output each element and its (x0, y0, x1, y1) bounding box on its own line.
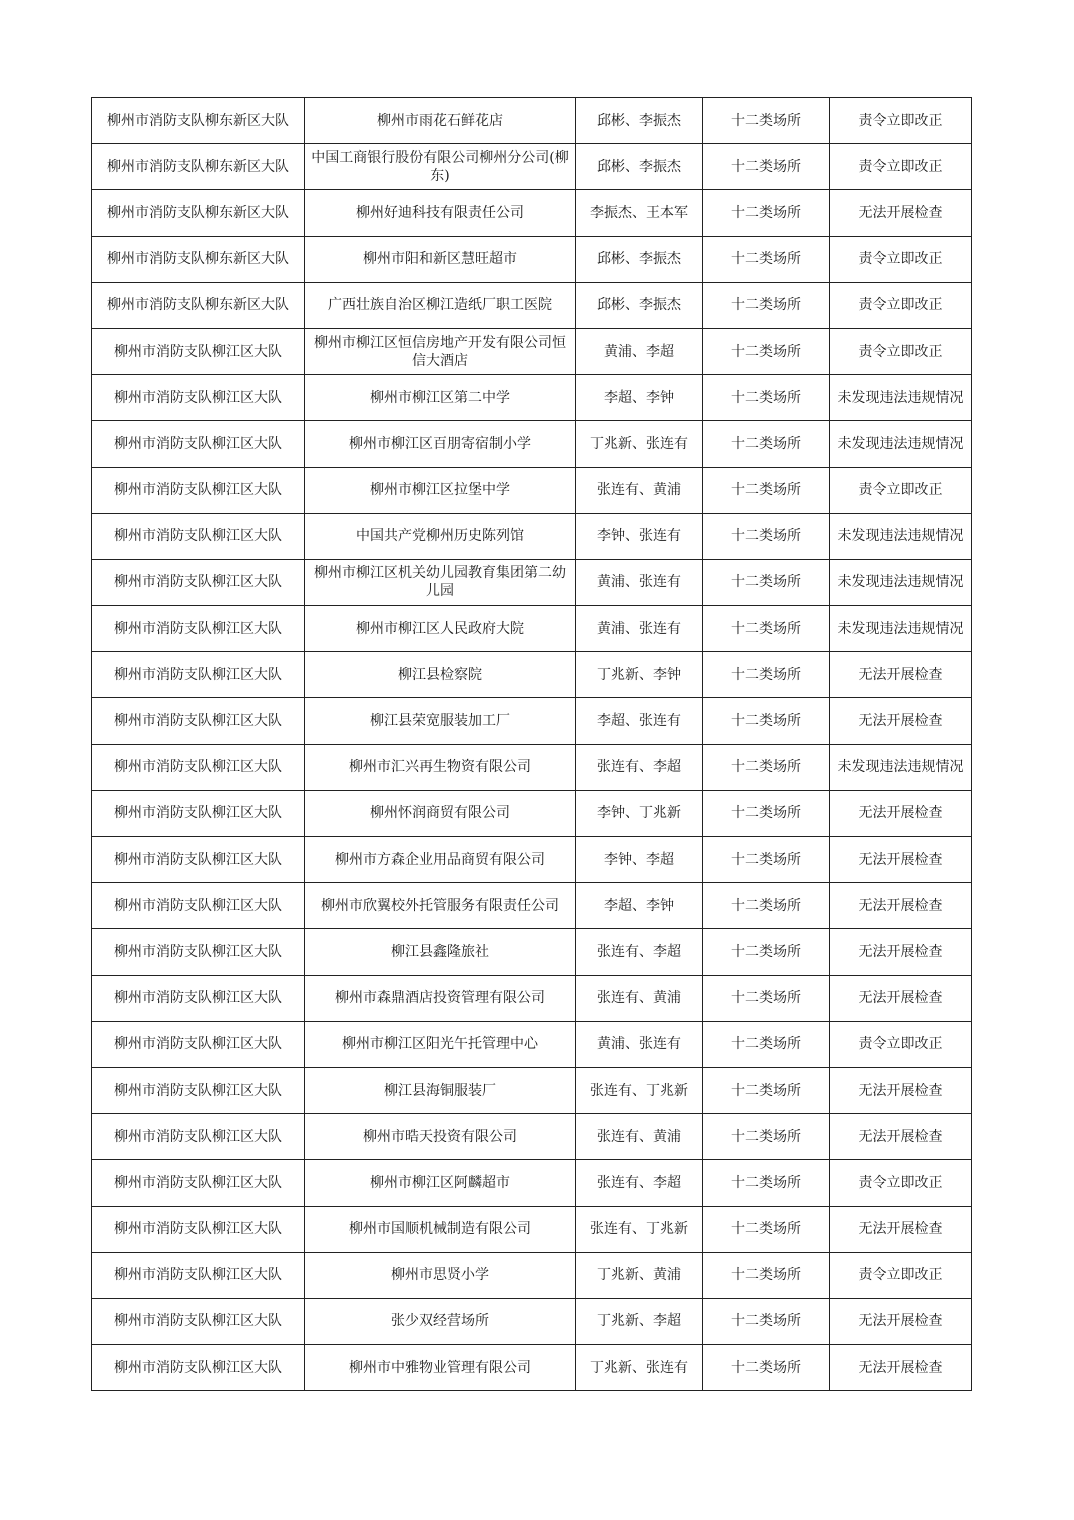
place-cell: 柳州市欣翼校外托管服务有限责任公司 (305, 883, 576, 929)
unit-cell: 柳州市消防支队柳江区大队 (92, 837, 305, 883)
place-cell: 柳江县检察院 (305, 652, 576, 698)
category-cell: 十二类场所 (703, 144, 830, 190)
inspectors-cell: 李钟、丁兆新 (576, 790, 703, 836)
inspectors-cell: 邱彬、李振杰 (576, 144, 703, 190)
category-cell: 十二类场所 (703, 1021, 830, 1067)
table-row (92, 559, 972, 605)
unit-cell: 柳州市消防支队柳江区大队 (92, 744, 305, 790)
unit-cell: 柳州市消防支队柳江区大队 (92, 559, 305, 605)
result-cell: 责令立即改正 (830, 328, 972, 374)
place-cell: 柳州市汇兴再生物资有限公司 (305, 744, 576, 790)
inspectors-cell: 黄浦、张连有 (576, 1021, 703, 1067)
table-row (92, 328, 972, 374)
inspectors-cell: 李钟、张连有 (576, 513, 703, 559)
inspectors-cell: 丁兆新、李超 (576, 1298, 703, 1344)
category-cell: 十二类场所 (703, 698, 830, 744)
table-row (92, 236, 972, 282)
category-cell: 十二类场所 (703, 1345, 830, 1391)
category-cell: 十二类场所 (703, 190, 830, 236)
inspectors-cell: 李振杰、王本军 (576, 190, 703, 236)
table-row (92, 421, 972, 467)
inspectors-cell: 丁兆新、黄浦 (576, 1252, 703, 1298)
place-cell: 中国工商银行股份有限公司柳州分公司(柳东) (305, 144, 576, 190)
category-cell: 十二类场所 (703, 559, 830, 605)
unit-cell: 柳州市消防支队柳江区大队 (92, 375, 305, 421)
table-row (92, 1021, 972, 1067)
result-cell: 未发现违法违规情况 (830, 513, 972, 559)
category-cell: 十二类场所 (703, 744, 830, 790)
place-cell: 柳州市方森企业用品商贸有限公司 (305, 837, 576, 883)
inspectors-cell: 张连有、黄浦 (576, 975, 703, 1021)
category-cell: 十二类场所 (703, 837, 830, 883)
unit-cell: 柳州市消防支队柳江区大队 (92, 698, 305, 744)
table-row (92, 1345, 972, 1391)
unit-cell: 柳州市消防支队柳江区大队 (92, 1114, 305, 1160)
place-cell: 柳州怀润商贸有限公司 (305, 790, 576, 836)
inspectors-cell: 邱彬、李振杰 (576, 98, 703, 144)
inspection-table-body (92, 98, 972, 1391)
place-cell: 柳江县荣宽服装加工厂 (305, 698, 576, 744)
result-cell: 无法开展检查 (830, 652, 972, 698)
place-cell: 柳州市阳和新区慧旺超市 (305, 236, 576, 282)
place-cell: 柳江县海铜服装厂 (305, 1067, 576, 1113)
unit-cell: 柳州市消防支队柳东新区大队 (92, 144, 305, 190)
table-row (92, 883, 972, 929)
category-cell: 十二类场所 (703, 282, 830, 328)
table-row (92, 606, 972, 652)
result-cell: 无法开展检查 (830, 837, 972, 883)
table-row (92, 1206, 972, 1252)
table-row (92, 282, 972, 328)
inspectors-cell: 张连有、李超 (576, 929, 703, 975)
category-cell: 十二类场所 (703, 883, 830, 929)
result-cell: 责令立即改正 (830, 144, 972, 190)
inspectors-cell: 邱彬、李振杰 (576, 236, 703, 282)
category-cell: 十二类场所 (703, 1298, 830, 1344)
inspectors-cell: 张连有、黄浦 (576, 467, 703, 513)
unit-cell: 柳州市消防支队柳江区大队 (92, 1252, 305, 1298)
place-cell: 张少双经营场所 (305, 1298, 576, 1344)
table-row (92, 744, 972, 790)
table-row (92, 144, 972, 190)
unit-cell: 柳州市消防支队柳江区大队 (92, 883, 305, 929)
place-cell: 柳州市柳江区阳光午托管理中心 (305, 1021, 576, 1067)
category-cell: 十二类场所 (703, 1067, 830, 1113)
table-row (92, 375, 972, 421)
category-cell: 十二类场所 (703, 1252, 830, 1298)
result-cell: 无法开展检查 (830, 698, 972, 744)
result-cell: 无法开展检查 (830, 790, 972, 836)
result-cell: 责令立即改正 (830, 236, 972, 282)
unit-cell: 柳州市消防支队柳江区大队 (92, 328, 305, 374)
result-cell: 未发现违法违规情况 (830, 744, 972, 790)
unit-cell: 柳州市消防支队柳东新区大队 (92, 236, 305, 282)
category-cell: 十二类场所 (703, 790, 830, 836)
place-cell: 柳州市柳江区机关幼儿园教育集团第二幼儿园 (305, 559, 576, 605)
table-row (92, 929, 972, 975)
category-cell: 十二类场所 (703, 328, 830, 374)
unit-cell: 柳州市消防支队柳江区大队 (92, 1067, 305, 1113)
place-cell: 柳州市雨花石鲜花店 (305, 98, 576, 144)
place-cell: 中国共产党柳州历史陈列馆 (305, 513, 576, 559)
result-cell: 无法开展检查 (830, 190, 972, 236)
place-cell: 柳州市柳江区百朋寄宿制小学 (305, 421, 576, 467)
category-cell: 十二类场所 (703, 236, 830, 282)
result-cell: 无法开展检查 (830, 883, 972, 929)
inspectors-cell: 张连有、黄浦 (576, 1114, 703, 1160)
inspectors-cell: 张连有、李超 (576, 744, 703, 790)
place-cell: 柳州市森鼎酒店投资管理有限公司 (305, 975, 576, 1021)
unit-cell: 柳州市消防支队柳江区大队 (92, 790, 305, 836)
place-cell: 柳州市柳江区拉堡中学 (305, 467, 576, 513)
table-row (92, 975, 972, 1021)
result-cell: 无法开展检查 (830, 1345, 972, 1391)
inspectors-cell: 黄浦、张连有 (576, 606, 703, 652)
place-cell: 柳州市思贤小学 (305, 1252, 576, 1298)
result-cell: 未发现违法违规情况 (830, 421, 972, 467)
table-row (92, 1160, 972, 1206)
result-cell: 无法开展检查 (830, 1067, 972, 1113)
place-cell: 柳州市国顺机械制造有限公司 (305, 1206, 576, 1252)
table-row (92, 1298, 972, 1344)
table-row (92, 467, 972, 513)
unit-cell: 柳州市消防支队柳东新区大队 (92, 282, 305, 328)
place-cell: 广西壮族自治区柳江造纸厂职工医院 (305, 282, 576, 328)
unit-cell: 柳州市消防支队柳江区大队 (92, 975, 305, 1021)
table-row (92, 190, 972, 236)
inspectors-cell: 张连有、丁兆新 (576, 1067, 703, 1113)
inspectors-cell: 黄浦、李超 (576, 328, 703, 374)
category-cell: 十二类场所 (703, 513, 830, 559)
result-cell: 责令立即改正 (830, 282, 972, 328)
result-cell: 无法开展检查 (830, 1114, 972, 1160)
inspectors-cell: 张连有、丁兆新 (576, 1206, 703, 1252)
category-cell: 十二类场所 (703, 1114, 830, 1160)
inspectors-cell: 邱彬、李振杰 (576, 282, 703, 328)
category-cell: 十二类场所 (703, 98, 830, 144)
place-cell: 柳州市柳江区阿麟超市 (305, 1160, 576, 1206)
result-cell: 无法开展检查 (830, 929, 972, 975)
result-cell: 无法开展检查 (830, 1206, 972, 1252)
inspectors-cell: 张连有、李超 (576, 1160, 703, 1206)
result-cell: 无法开展检查 (830, 1298, 972, 1344)
result-cell: 责令立即改正 (830, 1021, 972, 1067)
unit-cell: 柳州市消防支队柳东新区大队 (92, 190, 305, 236)
table-row (92, 98, 972, 144)
table-row (92, 1252, 972, 1298)
inspectors-cell: 李钟、李超 (576, 837, 703, 883)
category-cell: 十二类场所 (703, 652, 830, 698)
unit-cell: 柳州市消防支队柳江区大队 (92, 652, 305, 698)
table-row (92, 1067, 972, 1113)
result-cell: 未发现违法违规情况 (830, 559, 972, 605)
category-cell: 十二类场所 (703, 1206, 830, 1252)
unit-cell: 柳州市消防支队柳江区大队 (92, 1345, 305, 1391)
place-cell: 柳州市柳江区人民政府大院 (305, 606, 576, 652)
category-cell: 十二类场所 (703, 606, 830, 652)
inspectors-cell: 黄浦、张连有 (576, 559, 703, 605)
unit-cell: 柳州市消防支队柳江区大队 (92, 513, 305, 559)
unit-cell: 柳州市消防支队柳江区大队 (92, 467, 305, 513)
unit-cell: 柳州市消防支队柳江区大队 (92, 1206, 305, 1252)
table-row (92, 837, 972, 883)
place-cell: 柳州市柳江区第二中学 (305, 375, 576, 421)
place-cell: 柳州市柳江区恒信房地产开发有限公司恒信大酒店 (305, 328, 576, 374)
result-cell: 无法开展检查 (830, 975, 972, 1021)
table-row (92, 652, 972, 698)
result-cell: 责令立即改正 (830, 467, 972, 513)
place-cell: 柳州市中雅物业管理有限公司 (305, 1345, 576, 1391)
category-cell: 十二类场所 (703, 421, 830, 467)
place-cell: 柳江县鑫隆旅社 (305, 929, 576, 975)
place-cell: 柳州好迪科技有限责任公司 (305, 190, 576, 236)
inspectors-cell: 丁兆新、张连有 (576, 1345, 703, 1391)
result-cell: 责令立即改正 (830, 1252, 972, 1298)
result-cell: 责令立即改正 (830, 98, 972, 144)
unit-cell: 柳州市消防支队柳江区大队 (92, 1160, 305, 1206)
unit-cell: 柳州市消防支队柳江区大队 (92, 421, 305, 467)
table-row (92, 1114, 972, 1160)
inspectors-cell: 丁兆新、张连有 (576, 421, 703, 467)
category-cell: 十二类场所 (703, 375, 830, 421)
category-cell: 十二类场所 (703, 1160, 830, 1206)
unit-cell: 柳州市消防支队柳江区大队 (92, 1021, 305, 1067)
inspectors-cell: 李超、李钟 (576, 375, 703, 421)
result-cell: 未发现违法违规情况 (830, 606, 972, 652)
inspection-table (91, 97, 972, 1391)
unit-cell: 柳州市消防支队柳江区大队 (92, 929, 305, 975)
table-row (92, 698, 972, 744)
inspectors-cell: 丁兆新、李钟 (576, 652, 703, 698)
place-cell: 柳州市晧天投资有限公司 (305, 1114, 576, 1160)
inspectors-cell: 李超、李钟 (576, 883, 703, 929)
inspectors-cell: 李超、张连有 (576, 698, 703, 744)
category-cell: 十二类场所 (703, 929, 830, 975)
table-row (92, 790, 972, 836)
result-cell: 责令立即改正 (830, 1160, 972, 1206)
result-cell: 未发现违法违规情况 (830, 375, 972, 421)
table-row (92, 513, 972, 559)
unit-cell: 柳州市消防支队柳江区大队 (92, 1298, 305, 1344)
category-cell: 十二类场所 (703, 467, 830, 513)
category-cell: 十二类场所 (703, 975, 830, 1021)
unit-cell: 柳州市消防支队柳江区大队 (92, 606, 305, 652)
unit-cell: 柳州市消防支队柳东新区大队 (92, 98, 305, 144)
